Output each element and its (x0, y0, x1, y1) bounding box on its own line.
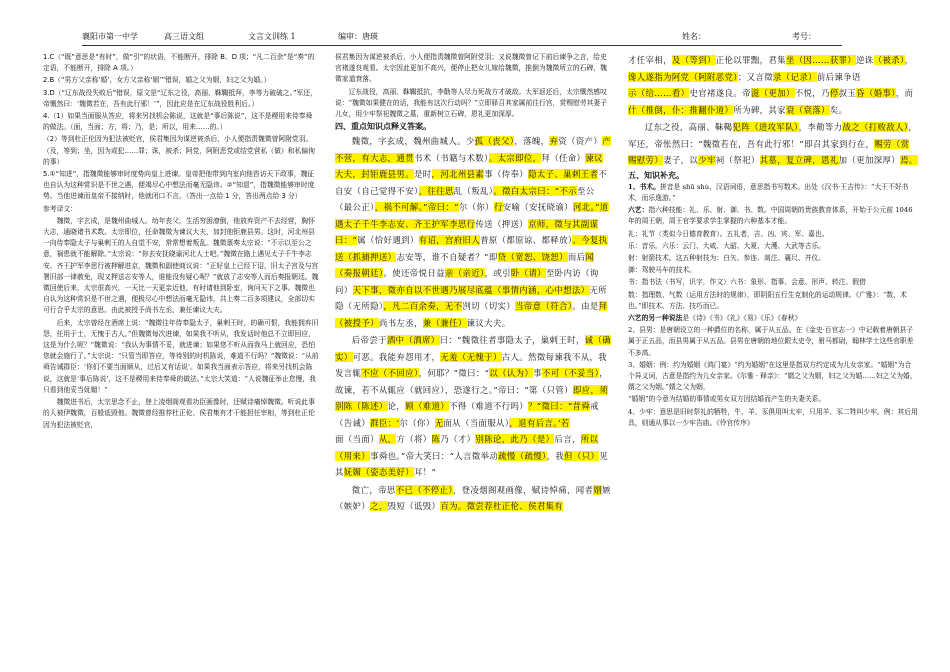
highlighted-gloss: ，退有后言。’若 (509, 417, 570, 428)
highlighted-gloss: 但（只） (564, 450, 600, 461)
highlighted-gloss: 亲（亲近） (444, 268, 485, 279)
annotated-para (628, 52, 918, 118)
classical-text: ，李勣等力 (798, 122, 843, 132)
classical-text: 志安等，谁不自疑者？”即 (396, 251, 498, 262)
classical-text: 叔玉 (838, 88, 857, 98)
highlighted-gloss: 战之（打败敌人） (842, 122, 909, 132)
highlighted-gloss: 媢 (593, 484, 603, 495)
highlighted-gloss: （被杀） (873, 55, 905, 65)
classical-text: 毁短（诋毁） (387, 501, 441, 512)
knowledge-item: 3、婚姻：例：约为婚姻《鸿门宴》“约为婚姻”在这里是指双方约定成为儿女亲家。“婚姻”为合个异义词，古意是指约为儿女亲家。《尔雅 · 释亲》：“婿之父为姻，妇之父为婚……妇之父为婚，婿之父为姻。”婿之父为姻， (628, 360, 917, 392)
middle-column (335, 52, 611, 662)
highlighted-gloss: 产不营，有大志，通贯 (335, 136, 611, 163)
classical-text: 嫉（嫉妒） (335, 484, 611, 512)
classical-text: 不得（难道不行吗） (449, 401, 529, 412)
highlighted-gloss: 卧（请） (510, 268, 547, 279)
highlighted-gloss: 所以（用来） (335, 434, 599, 461)
highlighted-gloss: 昏（婚事） (856, 88, 896, 98)
classical-text: 后帝尝于 (351, 335, 387, 346)
classical-text: 至公（最公正） (335, 185, 595, 213)
name-label: 姓名： (682, 32, 706, 41)
highlighted-gloss: 从， (378, 434, 397, 445)
annotated-para (628, 119, 918, 169)
classical-text: 事（侍奉） (484, 169, 529, 180)
classical-text: 不自安（自己觉得不安） (335, 169, 608, 196)
classical-text: 无所隐（无所隐） (335, 284, 608, 312)
classical-text: 面从（当面服从） (443, 417, 510, 428)
classical-text: 逆诛 (856, 55, 874, 65)
highlighted-gloss: 无 (434, 417, 444, 428)
knowledge-item: 4、少牢：意思是旧时祭礼的牺牲，牛、羊、豕俱用叫太牢，只用羊、豕二牲叫少牢。例：其后用具，则通从事以一少牢告庙。《伶官传序》 (628, 407, 918, 427)
highlighted-gloss: 少牢 (698, 155, 716, 165)
annotated-para (335, 133, 611, 331)
highlighted-gloss: 以（认为） (489, 368, 534, 379)
classical-text: 魏徵，字玄成，魏州曲城人。少 (351, 136, 475, 147)
classical-text: ，故谏，若不从辄应（就回应），恐遂行之。”帝曰：“第（只管） (335, 368, 609, 395)
classical-text: 传送（押送） (475, 218, 529, 229)
classical-text: 事舜也。”帝大笑曰：“人言徵举动 (370, 450, 499, 461)
annotated-para (335, 482, 611, 515)
answer-4b: （2）等到杜正伦因为犯法被贬官，侯君集因为谋逆被杀后，小人便指责魏徵曾阿附党羽。（及，等到；坐，因为或犯……罪；诛，被杀；阿党，阿附恶党或结党营私（做）和私偏徇的事） (43, 135, 315, 166)
highlighted-gloss: 滋（更加） (750, 88, 795, 98)
classical-text: 论， (387, 401, 406, 412)
classical-text: 书术（书籍与术数） (413, 152, 489, 163)
classical-text: ，我 (546, 450, 565, 461)
highlighted-gloss: 焉。 (900, 155, 918, 165)
highlighted-gloss: 停 (829, 88, 839, 98)
classical-text: 方（将） (396, 434, 432, 445)
classical-text: 所为碑，其家 (733, 104, 786, 115)
classical-text: 才任宰相， (628, 55, 672, 65)
classical-text: 耳！” (413, 467, 437, 478)
section-heading: 五、知识补充。 (628, 170, 684, 180)
classical-text: 谏议大夫。 (466, 317, 511, 328)
classical-text: 至卧内访（询问） (335, 268, 599, 295)
classical-text: ，或引 (484, 268, 511, 279)
classical-text: ；又言徵 (737, 71, 773, 82)
highlighted-gloss: 当帝意（符合） (515, 301, 573, 312)
classical-text: 属（恰好遇到） (357, 235, 419, 246)
knowledge-item: “婚姻”的今意为结婚的事情或男女双方因结婚而产生的夫妻关系。 (628, 395, 826, 404)
highlighted-gloss: ，往往思 (418, 185, 454, 196)
classical-text: 。使还帝悦日益 (383, 268, 445, 279)
classical-text: 史官褚遂良。帝 (689, 88, 751, 98)
answer-1: 1.C（“既”意思是“有时”，做“引”的状语，不能断开，排除 B、D 项；“凡二百余”是“奏”的定语，不能断开，排除 A 项。） (43, 53, 315, 73)
answer-4: 4.（1）如果当面服从答应，将来另找机会陈说，这就是“事后陈说”，这不是稷用来侍奉舜的做法。（面，当面；方，将；乃，是；所以，用来……的。） (43, 112, 313, 132)
highlighted-gloss: ，河北州县素 (431, 169, 485, 180)
classical-text: 加（更加深厚） (838, 155, 901, 165)
translation-para: 辽东战役，高丽、靺鞨抵抗，李勣等人尽力死战方才破敌。大军返还后，太宗慨然感叹说：“魏徵如果健在的话，我能有这次行动吗？”立即驿召其家属前往行宫，赏赐慰劳其妻子儿女，用少牢祭祀魏徵之墓，重新树立石碑，恩礼更加深厚。 (335, 87, 608, 119)
knowledge-item: 数：指理数、气数（运用方法时的规律），即阴阳五行生克制化的运动规律。《广雅》：“数，术也。”即技术、方法、技巧而已。 (628, 290, 907, 310)
highlighted-gloss: 群臣：‘ (370, 417, 400, 428)
answer-5: 5.①“知进”，指魏徵能够审时度势向皇上进谏。皇帝把他带到内室向他咨访天下政事，魏征也自认为这种赏识是不世之遇，便竭尽心中想法而毫无隐讳。②“知退”，指魏徵能够审时度势。当他进谏而皇帝不接纳时，他就闭口不言。（答出一点给 1 分，答出两点给 3 分） (43, 170, 315, 201)
classical-text: 矣。 (829, 104, 848, 115)
highlighted-gloss: 顾（难道） (405, 401, 450, 412)
highlighted-gloss: 衰（衰落） (785, 104, 830, 115)
classical-text: 尔（你） (399, 417, 435, 428)
knowledge-title: 六艺： (628, 206, 649, 215)
right-column (628, 52, 918, 662)
knowledge-text: 指六种技能：礼、乐、射、御、书、数。中国周朝的贵族教育体系，开始于公元前 1046 年的周王朝，周王官学要求学生掌握的六种基本才能。 (628, 206, 913, 226)
classical-text: ，落魄， (514, 136, 550, 147)
highlighted-gloss: 孤（丧父） (474, 136, 515, 147)
school-name: 襄阳市第一中学 (82, 32, 138, 41)
highlighted-gloss: 别陈论，此乃（是） (475, 434, 555, 445)
highlighted-gloss: 陈 (431, 434, 441, 445)
classical-text: 正伦以罪黜，君集 (715, 55, 786, 65)
highlighted-gloss: 什（推倒，仆：推翻仆道） (628, 104, 734, 115)
editor: 编审：唐瑛 (338, 32, 378, 41)
highlighted-gloss: 不可（不妥当） (542, 368, 600, 379)
group-name: 高三语文组 (164, 32, 204, 41)
classical-text: ，登凌烟阁观画像，赋诗悼痛，闻者 (452, 484, 594, 495)
translation-para: 侯君集因为谋逆被杀后，小人便指责魏徵曾阿附党羽；又说魏徵曾记下前后谏争之言，给史官褚遂良观看。太宗因此更加不高兴，便停止把女儿嫁给魏徵，推倒为魏徵所立的石碑，魏徵家道衰落。 (335, 53, 607, 84)
knowledge-text: 拼音是 shū shù，汉语词语，意思指书写数术。出处《汉书·王吉传》：“大王不好书术，而乐逸游。” (628, 182, 909, 202)
highlighted-gloss: 闻（奏报朝廷） (335, 251, 595, 279)
highlighted-gloss: 不已（不停止） (395, 484, 453, 495)
classical-text: 面（当面） (335, 434, 379, 445)
classical-text: 前后谏争语 (816, 71, 861, 82)
highlighted-gloss: 坐（因……获罪） (785, 55, 857, 65)
annotated-para (335, 332, 611, 481)
section-heading: 四、重点知识点释义答案。 (335, 122, 431, 132)
highlighted-gloss: 天下事，徵亦自以不世遇乃展尽底蕴（事情内涵，心中想法） (352, 284, 590, 295)
classical-text: 不悦，乃 (794, 88, 830, 98)
knowledge-item: 射：射箭技术。这五种射技为：白矢、参连、剡注、襄尺、井仪。 (628, 253, 826, 262)
highlighted-gloss: 兼（兼任） (422, 317, 467, 328)
highlighted-gloss: 酒中（酒席） (386, 335, 440, 346)
highlighted-gloss: ？”徵曰：“昔舜 (528, 401, 591, 412)
classical-text: 徵亡，帝思 (351, 484, 396, 495)
classical-text: 普原（都原谅、都释放） (480, 235, 573, 246)
highlighted-gloss: 录（记录） (773, 71, 817, 82)
classical-text: 资（资产） (558, 136, 603, 147)
classical-text: 辽东之役，高丽、靺鞨 (644, 122, 733, 132)
classical-text: 可恶。我能弃怨用才， (352, 351, 441, 362)
classical-text: 而后 (567, 251, 586, 262)
highlighted-gloss: 即应，须别陈（陈述） (335, 384, 609, 412)
highlighted-gloss: 有诏，宫府旧人 (418, 235, 481, 246)
reference-label: 参考译文： (43, 204, 77, 213)
highlighted-gloss: 赐劳（赏赐慰劳） (628, 138, 910, 165)
highlighted-gloss: 。今复执送（抓捕押送） (335, 235, 608, 262)
knowledge-item (628, 182, 918, 204)
highlighted-gloss: 隐太子、巢剌王者 (528, 169, 599, 180)
highlighted-gloss: 京师，徵与其副谋曰：“ (335, 218, 599, 246)
highlighted-gloss: 谗人遂指为阿党（阿附恶党） (628, 71, 738, 82)
classical-text: 戒（告诫） (335, 401, 599, 428)
knowledge-item (628, 313, 918, 324)
answer-2: 2.B（“男方父亲称‘婚’，女方父亲称‘姻’”错误，婚之父为姻，妇之父为婚。） (43, 76, 271, 85)
translation-para: 魏徵进书后，太宗思念不止，登上凌烟阁观看功臣画像时，还赋诗痛悼魏徵。听说此事的人被伊魏徵，百般诋毁他。魏徵曾经推荐杜正伦、侯君集有才干能担任宰相，等到杜正伦因为犯法被贬官， (43, 398, 315, 429)
highlighted-gloss: 拜（被授予） (335, 301, 608, 328)
answer-3: 3.D（“辽东战役失败后”错误，原文是“辽东之役，高丽、靺鞨抵拜，李等力破破之。”军还，帝慨然曰：‘魏徵若在，吾有此行邪！’”，因此应是在辽东战役胜利后。） (43, 88, 317, 108)
classical-text: 尔（你） (458, 202, 494, 213)
classical-text: 古人。然徵每谏我不从，我发言辄 (335, 351, 608, 379)
highlighted-gloss: ，祸不可解。”帝曰：“ (374, 202, 459, 213)
highlighted-gloss: 疏慢（疏慢） (498, 450, 547, 461)
highlighted-gloss: 谏议大夫，封钜鹿县男。 (335, 152, 603, 180)
doc-title: 文言文训练 1 (248, 32, 296, 41)
highlighted-gloss: 百为。徵尝荐杜正伦、侯君集有 (440, 501, 564, 512)
knowledge-title: 1、书术。 (628, 182, 660, 191)
page-header (82, 29, 842, 46)
classical-text: ，军还，帝怅然曰：“魏徵若在，吾有此行邪！”即召其家到行在， (628, 122, 918, 149)
highlighted-gloss: 行 (493, 202, 503, 213)
classical-text: 。由是 (572, 301, 599, 312)
classical-text: 妻子，以 (663, 155, 699, 165)
classical-text: ， (904, 55, 914, 65)
highlighted-gloss: 。太宗即位， (488, 152, 542, 163)
highlighted-gloss: 犯阵（进攻军队） (732, 122, 799, 132)
highlighted-gloss: 之， (370, 501, 388, 512)
knowledge-item: 书：指书法（书写，识字，作文）六书：象形、指事、会意、形声、转注、假借 (628, 278, 866, 287)
knowledge-item: 2、县男：是唐朝设立的一种爵位的名称，属于从五品。在《金史·百官志一》中记载着唐朝县子属于正五品，而县男属于从五品。县男在唐朝的地位跟太史令，驸马都尉，翰林学士这些官职差不多高。 (628, 326, 914, 357)
classical-text: ，何耶？”徵曰：“ (418, 368, 490, 379)
classical-text: 祠（祭祀） (715, 155, 760, 165)
classical-text: 拜（任命） (541, 152, 586, 163)
knowledge-item: 乐：音乐。六乐：云门、大咸、大韶、大夏、大濩、大武等古乐。 (628, 241, 826, 250)
highlighted-gloss: 示（给……看） (628, 88, 690, 98)
highlighted-gloss: 弃 (549, 136, 559, 147)
knowledge-title: 六艺的另一种说法 (628, 313, 683, 322)
knowledge-item: 礼：礼节（类似今日德育教育）。五礼者，吉、凶、宾、军、嘉也。 (628, 229, 829, 238)
highlighted-gloss: 贷（宽恕、饶恕） (497, 251, 568, 262)
classical-text: 安喻（安抚晓谕） (502, 202, 573, 213)
classical-text: 是时 (413, 169, 432, 180)
highlighted-gloss: 妩媚（姿态美好） (343, 467, 414, 478)
classical-text: 乱（叛乱） (453, 185, 494, 196)
knowledge-item: 御：驾驶马车的技术。 (628, 266, 696, 275)
classical-text: 见其 (335, 450, 609, 478)
id-label: 考号： (792, 32, 816, 41)
classical-text: 尚书左丞， (378, 317, 423, 328)
classical-text: 事 (533, 368, 543, 379)
classical-text: 曰：“魏徵往者事隐太子，巢剌王时， (439, 335, 585, 346)
translation-para: 后来，太宗曾经在酒席上说：“魏徵往年侍奉隐太子，巢剌王时，的确可恨，我能拥弃旧怨，任用于士，无愧于古人。”但魏徵每次进谏，如果我不听从，我发话时他总不立即回应，这是为什么呢？”魏徵说：“我认为事情不妥，就进谏；如果您不听从而我马上就回应，恐怕您就会施行了。”太宗说：“只管当即答应，等待别的时机陈说，难道不行吗？”魏徵说：“从前舜告诫群臣：‘你们不要当面顺从，过后又有话说’。如果我当面表示答应，将来另找机会陈说，这就是‘事后陈说’，这不是稷用来侍奉舜的做法。”太宗大笑道：“人说魏征举止怠慢，我只看到他妥当妩媚！” (43, 318, 319, 394)
knowledge-text: 是《诗》《书》《礼》《易》《乐》《春秋》 (682, 313, 802, 322)
classical-text: 后言， (554, 434, 581, 445)
highlighted-gloss: 河北。”道遇太子千牛李志安、齐王护军李思行 (335, 202, 609, 229)
classical-text: ，而 (895, 88, 914, 98)
translation-para: 魏徵，字玄成，是魏州曲城人。幼年丧父，生活穷困潦倒，他放弃资产不去经营，胸怀大志，通晓诸书术数。太宗即位，任命魏徵为谏议大夫，加封他钜鹿县男。这时，河北州县一向侍奉隐太子与巢剌王的人自觉不安，常常想着叛乱。魏徵禀奏太宗说：“不示以至公之意，祸患就不能解除。”太宗说：“你去安抚晓谕河北人士吧。”魏徵在路上遇见太子千牛李志安、齐王护军李思行被押解进京，魏徵和副使商议说：“正好皇上已经下诏，旧太子宫及与宫署旧部一律赦免，现又押送志安等人，谁能没有疑心呢？”就放了志安等人而后奏报朝廷。魏徵回使后来，太宗很高兴，一天比一天更亲近他，有时请他到卧室，询问天下之事。魏徵也自认为这种赏识是不世之遇，便极尽心中想法而毫无隐讳，共上奏二百多项建议，全部切实可行合乎太宗的意思。由此被授予尚书左丞，兼任谏议大夫。 (43, 216, 319, 315)
highlighted-gloss: 诚（确实） (335, 335, 611, 362)
classical-text: 剀切（切实） (462, 301, 516, 312)
answer-column (43, 52, 319, 662)
highlighted-gloss: 。徵白太宗曰：“不示 (493, 185, 578, 196)
knowledge-item (628, 205, 918, 227)
highlighted-gloss: 不应（不回应） (361, 368, 419, 379)
highlighted-gloss: 其墓，复立碑，恩礼 (759, 155, 839, 165)
highlighted-gloss: 无羞（无愧于） (440, 351, 502, 362)
highlighted-gloss: 及（等到） (671, 55, 716, 65)
highlighted-gloss: ，凡二百余奏，无不 (383, 301, 463, 312)
classical-text: 乃（才） (440, 434, 476, 445)
